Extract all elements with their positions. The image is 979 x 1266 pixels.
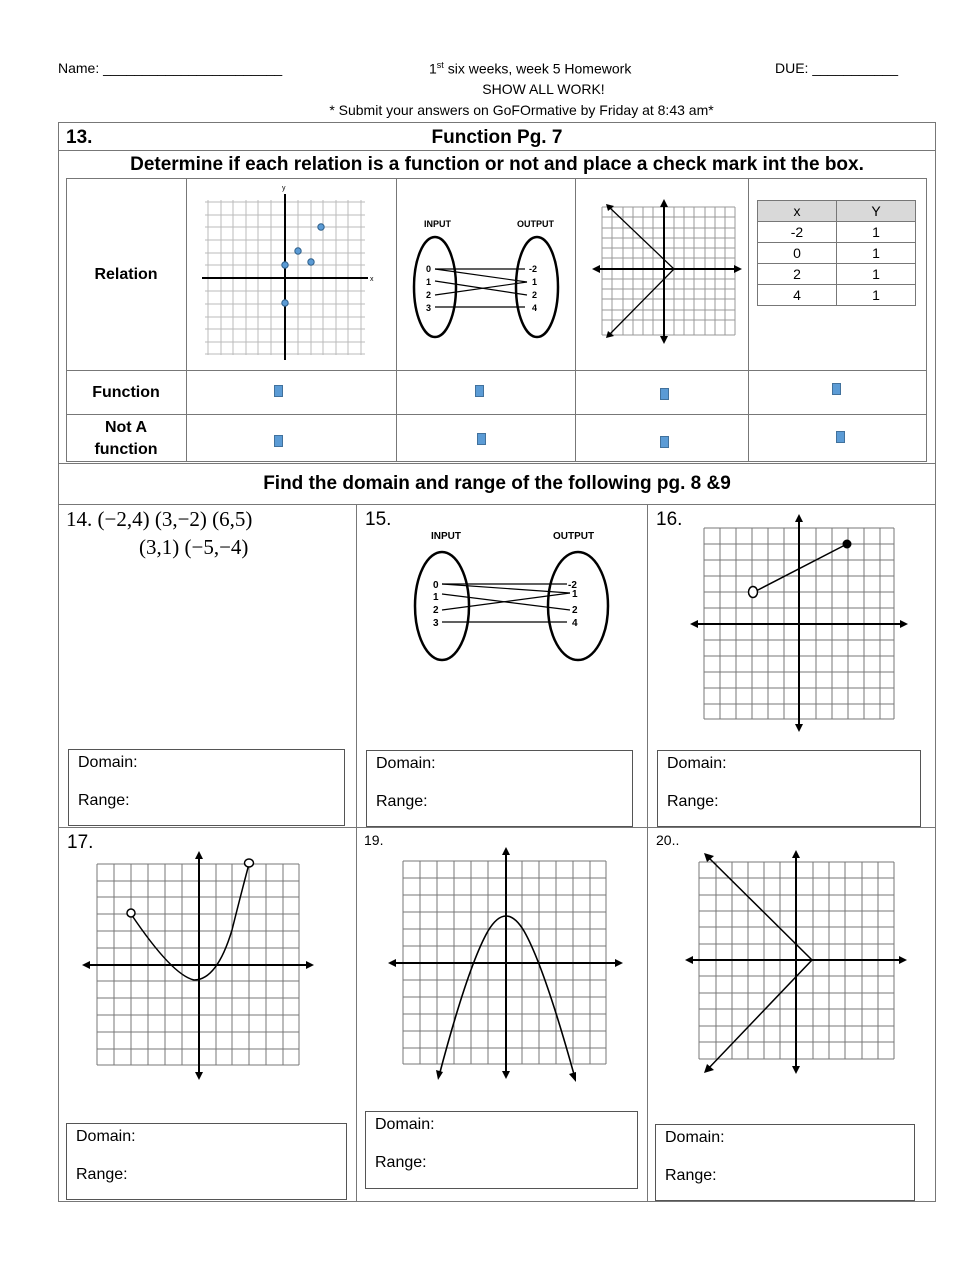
domain-label: Domain: [667, 755, 727, 772]
svg-text:-2: -2 [529, 264, 538, 274]
problem-15-number: 15. [365, 509, 392, 530]
svg-text:1: 1 [426, 277, 432, 287]
function-checkbox-1[interactable] [274, 385, 283, 397]
p15-mapping-diagram [410, 548, 615, 663]
svg-text:-2: -2 [568, 580, 577, 591]
svg-text:3: 3 [433, 618, 439, 629]
worksheet-title [429, 60, 631, 77]
answer-box-20[interactable] [655, 1124, 915, 1201]
p19-parabola-graph [388, 846, 624, 1082]
mapping-diagram [405, 235, 570, 345]
svg-text:4: 4 [532, 303, 538, 313]
p20-sideways-v-graph [683, 848, 909, 1076]
divider [58, 150, 936, 151]
table-row: 4 1 [758, 285, 916, 306]
problem-14-line2: (3,1) (−5,−4) [139, 535, 249, 559]
y-axis-label: y [282, 185, 286, 192]
function-checkbox-2[interactable] [475, 385, 484, 397]
not-function-checkbox-2[interactable] [477, 433, 486, 445]
name-field-label: Name: _______________________ [58, 60, 283, 76]
submit-instruction: * Submit your answers on GoFOrmative by Friday at 8:43 am* [329, 102, 714, 118]
due-date-label: DUE: ___________ [775, 60, 898, 76]
p15-output-label: OUTPUT [553, 531, 595, 542]
range-label: Range: [665, 1167, 717, 1184]
svg-text:0: 0 [426, 264, 432, 274]
x-axis-label: x [370, 276, 374, 283]
domain-label: Domain: [375, 1116, 435, 1133]
answer-box-15[interactable] [366, 750, 633, 827]
p15-input-label: INPUT [431, 531, 461, 542]
range-label: Range: [376, 793, 428, 810]
not-function-checkbox-4[interactable] [836, 431, 845, 443]
title-superscript: st [436, 60, 444, 70]
col-header-y: Y [837, 201, 916, 222]
domain-label: Domain: [78, 754, 138, 771]
problem-17-number: 17. [67, 832, 94, 853]
not-function-checkbox-1[interactable] [274, 435, 283, 447]
svg-text:2: 2 [433, 605, 439, 616]
function-checkbox-3[interactable] [660, 388, 669, 400]
svg-text:0: 0 [433, 580, 439, 591]
problem-20-number: 20.. [656, 832, 680, 848]
range-label: Range: [375, 1154, 427, 1171]
range-label: Range: [76, 1166, 128, 1183]
title-number: 1 [429, 60, 437, 77]
svg-text:2: 2 [426, 290, 432, 300]
question-13-prompt: Determine if each relation is a function or not and place a check mark int the box. [130, 154, 864, 175]
question-13-number: 13. [66, 127, 93, 148]
section-domain-range-title: Find the domain and range of the following pg. 8 &9 [263, 473, 731, 494]
svg-text:1: 1 [572, 589, 578, 600]
scatter-plot-relation [200, 180, 380, 365]
mapping-input-label: INPUT [424, 219, 451, 229]
table-row: -2 1 [758, 222, 916, 243]
range-label: Range: [78, 792, 130, 809]
row-label-function: Function [92, 384, 160, 401]
sideways-v-graph [590, 195, 745, 345]
not-function-checkbox-3[interactable] [660, 436, 669, 448]
problem-14: 14. (−2,4) (3,−2) (6,5) [66, 507, 253, 531]
col-header-x: x [758, 201, 837, 222]
problem-19-number: 19. [364, 832, 384, 848]
show-work-instruction: SHOW ALL WORK! [482, 81, 605, 97]
range-label: Range: [667, 793, 719, 810]
domain-label: Domain: [665, 1129, 725, 1146]
xy-table [757, 200, 916, 306]
answer-box-19[interactable] [365, 1111, 638, 1189]
question-13-title: Function Pg. 7 [431, 127, 563, 148]
svg-text:2: 2 [532, 290, 538, 300]
title-text: six weeks, week 5 Homework [443, 60, 632, 77]
p17-parabola-graph [82, 850, 314, 1080]
svg-text:3: 3 [426, 303, 432, 313]
svg-text:4: 4 [572, 618, 578, 629]
table-row: 0 1 [758, 243, 916, 264]
function-checkbox-4[interactable] [832, 383, 841, 395]
svg-text:1: 1 [433, 592, 439, 603]
domain-label: Domain: [376, 755, 436, 772]
row-label-not-a-function: Not A function [94, 419, 158, 458]
problem-16-number: 16. [656, 509, 683, 530]
row-label-relation: Relation [94, 266, 158, 283]
svg-text:1: 1 [532, 277, 538, 287]
answer-box-14[interactable] [68, 749, 345, 826]
mapping-output-label: OUTPUT [517, 219, 554, 229]
p16-segment-graph [690, 512, 910, 734]
table-row: 2 1 [758, 264, 916, 285]
svg-text:2: 2 [572, 605, 578, 616]
answer-box-16[interactable] [657, 750, 921, 827]
answer-box-17[interactable] [66, 1123, 347, 1200]
domain-label: Domain: [76, 1128, 136, 1145]
